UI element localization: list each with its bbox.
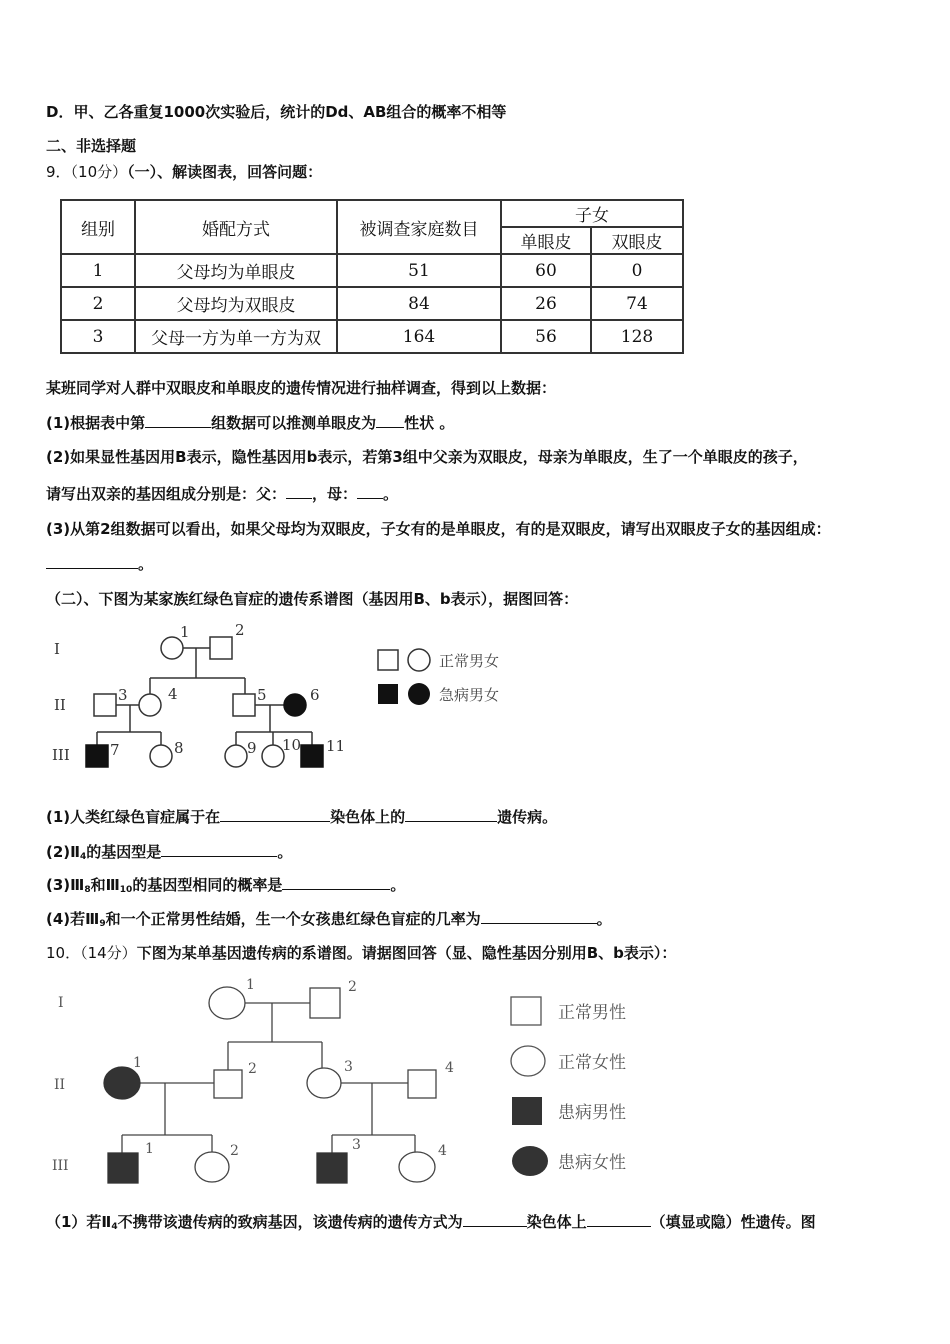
th-mating: 婚配方式 (135, 200, 337, 254)
survey-table (60, 199, 684, 354)
q9-q2-text-b: ，母： (312, 485, 358, 503)
q9-p2-q4-text-a: (4)若Ⅲ (46, 910, 100, 928)
th-double: 双眼皮 (591, 227, 683, 254)
answer-blank[interactable] (405, 806, 497, 822)
pedigree-female-normal (139, 694, 161, 716)
pedigree-male-normal (214, 1070, 242, 1098)
answer-blank[interactable] (357, 483, 383, 499)
cell-double: 74 (591, 287, 683, 320)
answer-blank[interactable] (220, 806, 330, 822)
answer-blank[interactable] (587, 1211, 651, 1227)
q10-title: 下图为某单基因遗传病的系谱图。请据图回答（显、隐性基因分别用B、b表示）： (136, 944, 677, 962)
individual-number: 2 (348, 979, 357, 995)
answer-blank[interactable] (376, 412, 404, 428)
cell-group: 3 (61, 320, 135, 353)
legend-affected-male-label: 患病男性 (558, 1103, 626, 1123)
cell-families: 84 (337, 287, 501, 320)
pedigree-male-normal (408, 1070, 436, 1098)
answer-blank[interactable] (463, 1211, 527, 1227)
q9-q1-text-a: (1)根据表中第 (46, 414, 146, 432)
legend-male-affected (378, 684, 398, 704)
individual-number: 2 (230, 1143, 239, 1159)
cell-group: 1 (61, 254, 135, 287)
pedigree-male-normal (94, 694, 116, 716)
individual-number: 1 (133, 1055, 142, 1071)
answer-blank[interactable] (282, 874, 390, 890)
legend-normal-label: 正常男女 (439, 652, 500, 670)
legend-normal-female-label: 正常女性 (558, 1053, 626, 1073)
pedigree-male-affected (86, 745, 108, 767)
legend-male-affected (512, 1097, 542, 1125)
q9-q1-text-b: 组数据可以推测单眼皮为 (211, 414, 377, 432)
q9-p2-q1-text-c: 遗传病。 (497, 808, 558, 826)
cell-single: 26 (501, 287, 591, 320)
q9-p2-q2-text-b: 的基因型是 (86, 843, 162, 861)
q9-part2-q3 (46, 874, 405, 900)
generation-label: I (54, 640, 60, 658)
table-row (61, 287, 683, 320)
individual-number: 4 (438, 1143, 447, 1159)
q9-intro: 某班同学对人群中双眼皮和单眼皮的遗传情况进行抽样调查，得到以上数据： (46, 379, 557, 397)
q9-part2-q1 (46, 806, 557, 827)
q9-p2-q2-text-c: 。 (277, 843, 293, 861)
q9-part2-q4 (46, 908, 612, 934)
individual-number: 3 (352, 1137, 361, 1153)
pedigree-female-normal (399, 1152, 435, 1182)
legend-affected-label: 急病男女 (439, 686, 500, 704)
q10-score: （14分） (80, 944, 137, 962)
legend-male-normal (378, 650, 398, 670)
cell-families: 164 (337, 320, 501, 353)
legend-female-normal (511, 1046, 545, 1076)
generation-label: II (54, 1077, 66, 1093)
cell-mating: 父母均为双眼皮 (135, 287, 337, 320)
q9-p2-q2-text-a: (2)Ⅱ (46, 843, 81, 861)
q9-p2-q1-text-a: (1)人类红绿色盲症属于在 (46, 808, 221, 826)
table-row (61, 254, 683, 287)
answer-blank[interactable] (161, 841, 277, 857)
individual-number: 8 (174, 739, 184, 757)
cell-group: 2 (61, 287, 135, 320)
q9-header (46, 162, 322, 182)
cell-mating: 父母均为单眼皮 (135, 254, 337, 287)
th-group: 组别 (61, 200, 135, 254)
q10-q1-text-d: （填显或隐）性遗传。图 (650, 1213, 816, 1231)
pedigree-male-affected (301, 745, 323, 767)
q9-p2-q3-text-d: 。 (390, 876, 406, 894)
individual-number: 6 (310, 686, 320, 704)
q9-part2-title: （二）、下图为某家族红绿色盲症的遗传系谱图（基因用B、b表示），据图回答： (46, 590, 579, 608)
individual-number: 4 (168, 685, 178, 703)
individual-number: 2 (248, 1061, 257, 1077)
colorblind-pedigree (40, 620, 540, 780)
q9-number: 9． (46, 163, 71, 181)
answer-blank[interactable] (46, 553, 138, 569)
q9-p2-q1-text-b: 染色体上的 (330, 808, 406, 826)
th-children: 子女 (501, 200, 683, 227)
q10-q1-text-a: （1）若Ⅱ (46, 1213, 112, 1231)
legend-normal-male-label: 正常男性 (558, 1003, 626, 1023)
q9-q2-text-a: 请写出双亲的基因组成分别是：父： (46, 485, 287, 503)
individual-number: 5 (257, 686, 267, 704)
generation-label: III (52, 1158, 69, 1174)
individual-number: 3 (344, 1059, 353, 1075)
q8-option-d: D．甲、乙各重复1000次实验后，统计的Dd、AB组合的概率不相等 (46, 103, 507, 121)
table-row (61, 320, 683, 353)
single-gene-pedigree (40, 975, 720, 1190)
pedigree-female-normal (225, 745, 247, 767)
answer-blank[interactable] (145, 412, 211, 428)
pedigree-female-normal (195, 1152, 229, 1182)
pedigree-female-normal (307, 1068, 341, 1098)
pedigree-male-affected (317, 1153, 347, 1183)
q9-p2-q3-text-b: 和Ⅲ (90, 876, 120, 894)
pedigree-female-affected (284, 694, 306, 716)
individual-number: 11 (326, 737, 346, 755)
cell-single: 56 (501, 320, 591, 353)
q9-part2-q2 (46, 841, 292, 867)
individual-number: 1 (180, 623, 190, 641)
q9-part1-q2-line2 (46, 483, 398, 504)
cell-double: 0 (591, 254, 683, 287)
legend-female-normal (408, 649, 430, 671)
q9-p2-q3-text-c: 的基因型相同的概率是 (132, 876, 283, 894)
individual-number: 7 (110, 741, 120, 759)
q9-p2-q4-sub: 9 (99, 919, 106, 929)
legend-male-normal (511, 997, 541, 1025)
individual-number: 1 (145, 1141, 154, 1157)
cell-families: 51 (337, 254, 501, 287)
q9-p2-q4-text-b: 和一个正常男性结婚，生一个女孩患红绿色盲症的几率为 (105, 910, 481, 928)
q9-q1-text-c: 性状 。 (404, 414, 455, 432)
q9-part1-q2-line1: (2)如果显性基因用B表示，隐性基因用b表示，若第3组中父亲为双眼皮，母亲为单眼皮，生了一个单眼皮的孩子， (46, 448, 808, 466)
q9-p2-q3-text-a: (3)Ⅲ (46, 876, 85, 894)
q10-q1-sub: 4 (111, 1222, 118, 1232)
legend-affected-female-label: 患病女性 (558, 1153, 626, 1173)
pedigree-male-normal (210, 637, 232, 659)
th-families: 被调查家庭数目 (337, 200, 501, 254)
pedigree-female-affected (104, 1067, 140, 1099)
q10-number: 10． (46, 944, 81, 962)
pedigree-female-normal (150, 745, 172, 767)
generation-label: III (52, 746, 70, 764)
legend-female-affected (408, 683, 430, 705)
q9-p2-q2-sub: 4 (80, 852, 87, 862)
q9-p2-q4-text-c: 。 (596, 910, 612, 928)
individual-number: 2 (235, 621, 245, 639)
q9-score: （10分） (70, 163, 128, 181)
pedigree-female-normal (262, 745, 284, 767)
cell-single: 60 (501, 254, 591, 287)
q9-part1-q3-line1: (3)从第2组数据可以看出，如果父母均为双眼皮，子女有的是单眼皮，有的是双眼皮，请写出双眼皮子女的基因组成： (46, 520, 831, 538)
cell-mating: 父母一方为单一方为双 (135, 320, 337, 353)
q9-q3-end: 。 (138, 555, 154, 573)
q10-q1 (46, 1211, 816, 1237)
pedigree-male-normal (233, 694, 255, 716)
q10-header (46, 943, 676, 963)
answer-blank[interactable] (481, 908, 597, 924)
q9-q2-text-c: 。 (383, 485, 399, 503)
pedigree-male-affected (108, 1153, 138, 1183)
generation-label: II (54, 696, 66, 714)
th-single: 单眼皮 (501, 227, 591, 254)
answer-blank[interactable] (286, 483, 312, 499)
generation-label: I (58, 995, 64, 1011)
q9-p2-q3-sub2: 10 (119, 885, 133, 895)
q9-part1-title: （一）、解读图表，回答问题： (127, 163, 323, 181)
q10-q1-text-b: 不携带该遗传病的致病基因，该遗传病的遗传方式为 (117, 1213, 463, 1231)
q10-q1-text-c: 染色体上 (526, 1213, 587, 1231)
pedigree-male-normal (310, 988, 340, 1018)
q9-part1-q3-line2 (46, 553, 153, 574)
individual-number: 3 (118, 686, 128, 704)
cell-double: 128 (591, 320, 683, 353)
q9-part1-q1 (46, 412, 454, 433)
individual-number: 9 (247, 739, 257, 757)
individual-number: 10 (282, 736, 302, 754)
pedigree-female-normal (209, 987, 245, 1019)
section2-title: 二、非选择题 (46, 137, 137, 155)
q9-p2-q3-sub1: 8 (84, 885, 91, 895)
individual-number: 1 (246, 977, 255, 993)
legend-female-affected (512, 1146, 548, 1176)
individual-number: 4 (445, 1060, 454, 1076)
